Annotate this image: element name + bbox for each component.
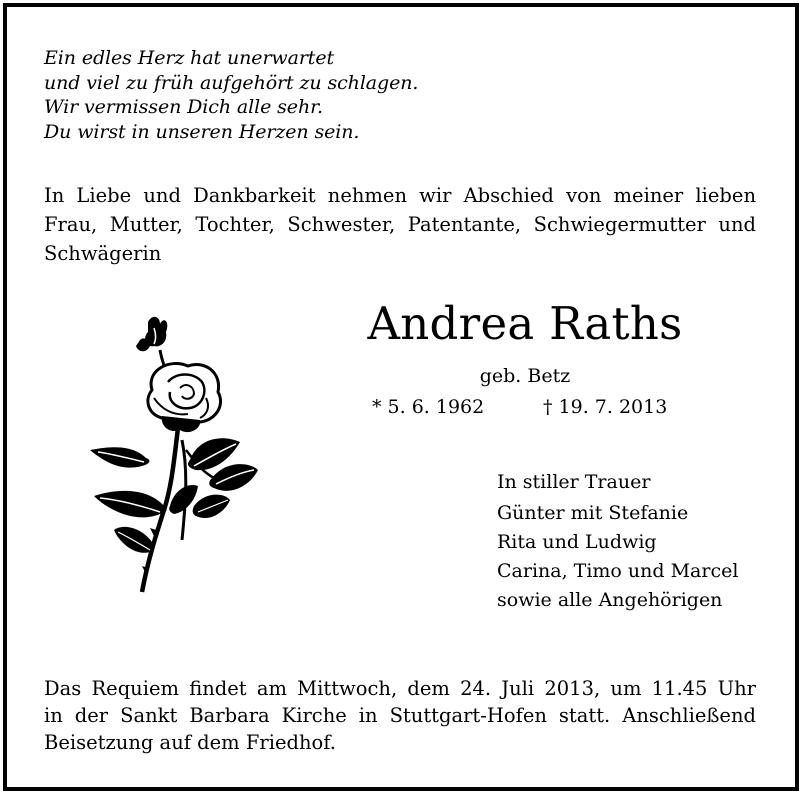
- mourner-line: Günter mit Stefanie: [497, 502, 689, 524]
- poem-line: und viel zu früh aufgehört zu schlagen.: [44, 71, 419, 94]
- intro-line: Frau, Mutter, Tochter, Schwester, Patentante, Schwiegermutter und: [44, 213, 756, 236]
- requiem-line: Beisetzung auf dem Friedhof.: [44, 731, 337, 754]
- poem-line: Du wirst in unseren Herzen sein.: [44, 120, 360, 143]
- life-dates: [372, 393, 668, 421]
- mourners-heading: In stiller Trauer: [497, 471, 651, 493]
- requiem-line: in der Sankt Barbara Kirche in Stuttgart-Hofen statt. Anschließend: [44, 704, 756, 727]
- mourner-line: sowie alle Angehörigen: [497, 589, 723, 611]
- intro-line: In Liebe und Dankbarkeit nehmen wir Abschied von meiner lieben: [44, 184, 756, 207]
- requiem-line: Das Requiem findet am Mittwoch, dem 24. Juli 2013, um 11.45 Uhr: [44, 677, 756, 700]
- rose-icon: [90, 310, 260, 595]
- intro-line: Schwägerin: [44, 242, 162, 265]
- deceased-name: Andrea Raths: [367, 297, 683, 350]
- mourner-line: Carina, Timo und Marcel: [497, 560, 739, 582]
- death-date: † 19. 7. 2013: [543, 396, 668, 418]
- maiden-name: geb. Betz: [479, 365, 571, 387]
- poem-line: Wir vermissen Dich alle sehr.: [44, 96, 323, 118]
- mourners-list: [497, 468, 738, 615]
- mourner-line: Rita und Ludwig: [497, 531, 657, 553]
- birth-date: * 5. 6. 1962: [372, 396, 485, 418]
- intro-text: [44, 181, 756, 268]
- poem: [44, 46, 418, 144]
- poem-line: Ein edles Herz hat unerwartet: [44, 47, 335, 69]
- requiem-text: [44, 675, 756, 756]
